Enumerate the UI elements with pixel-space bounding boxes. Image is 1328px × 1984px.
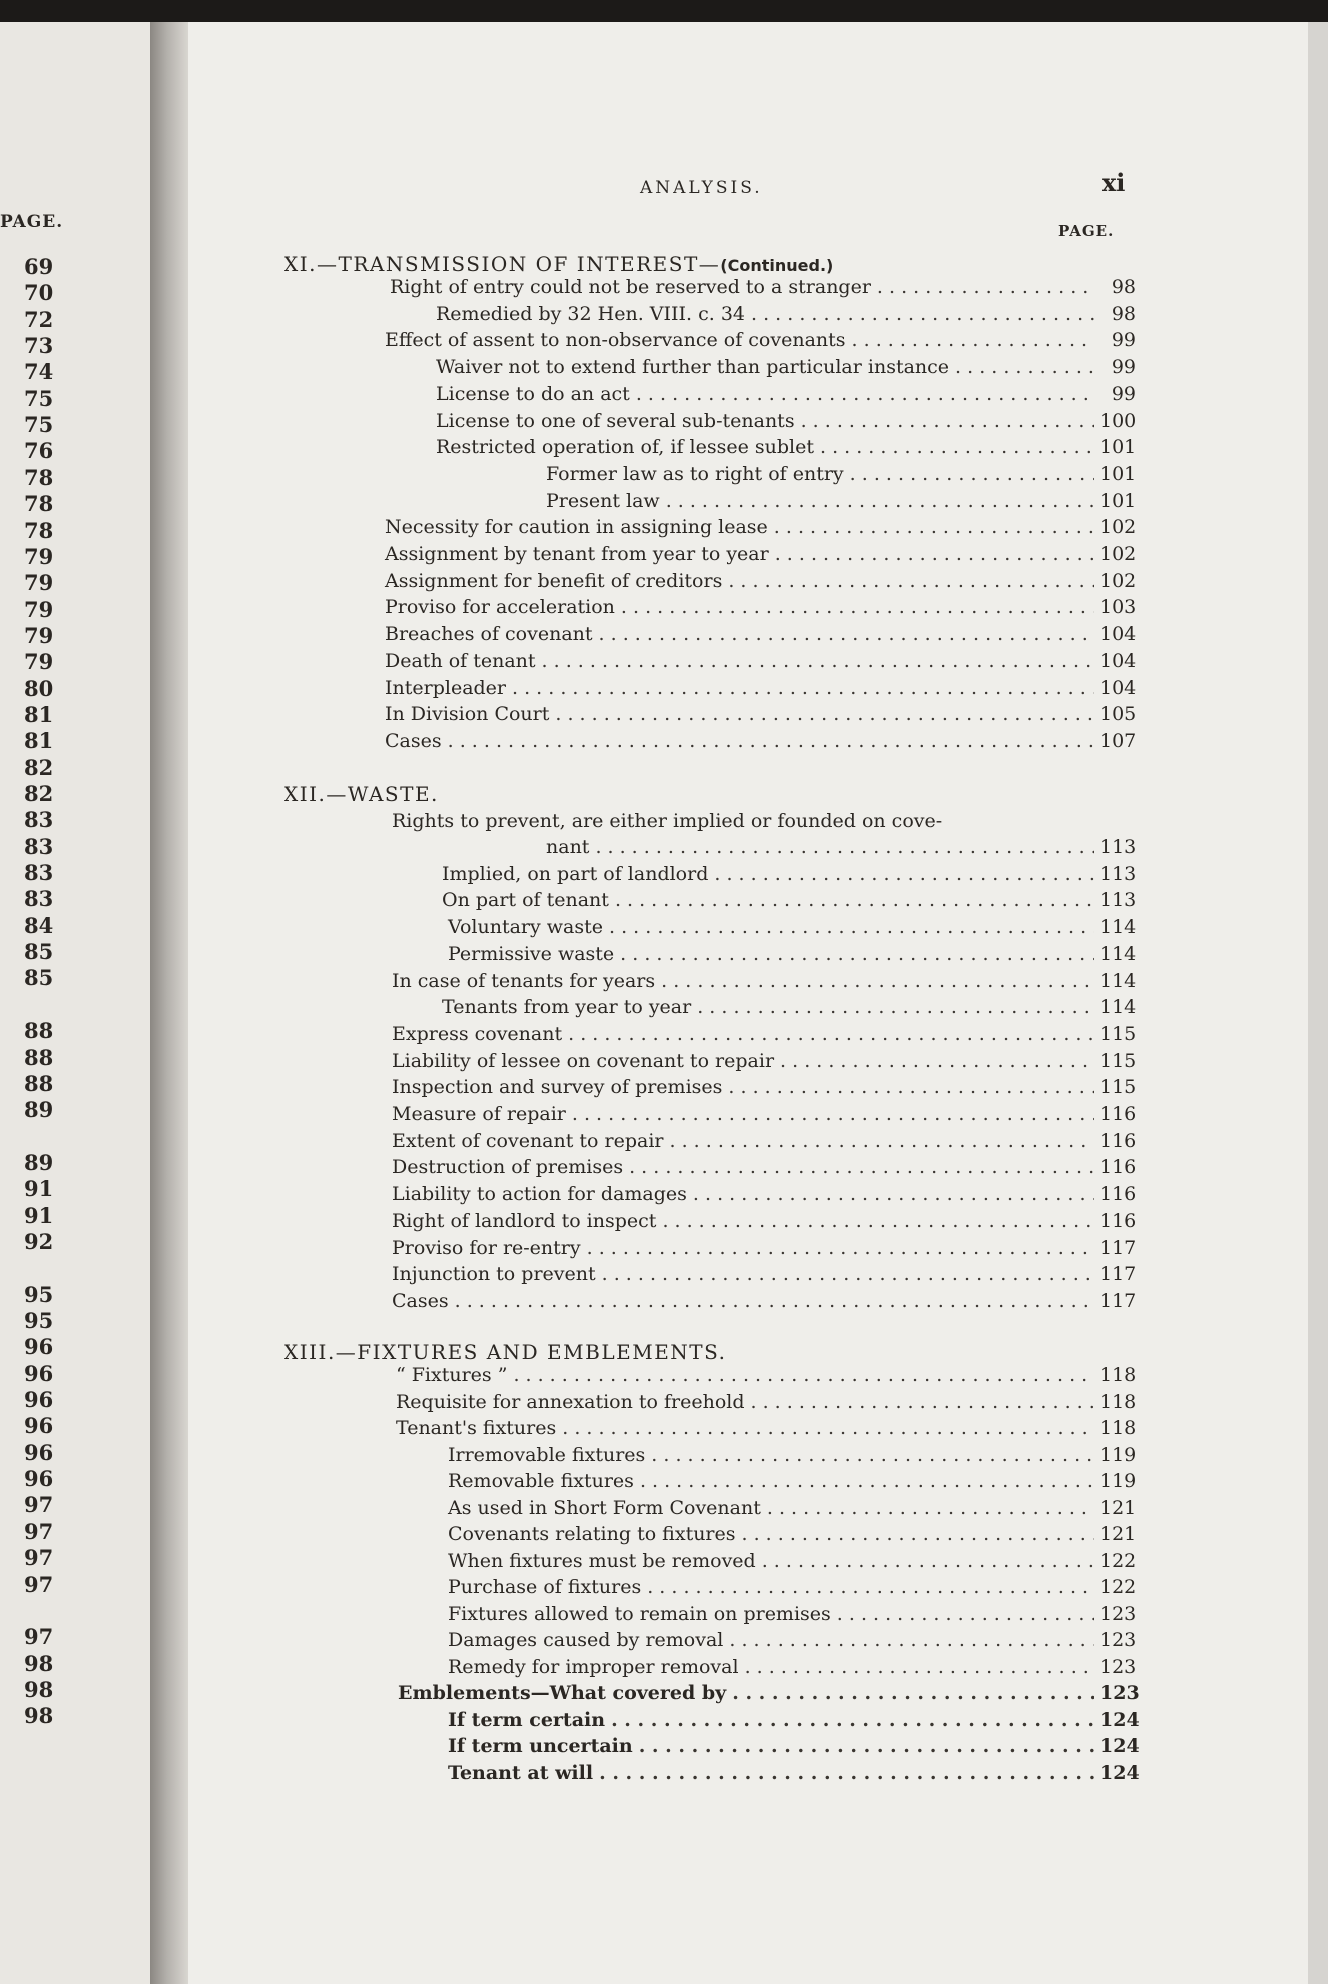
- dot-leader: [666, 490, 1094, 512]
- dot-leader: [801, 410, 1094, 432]
- left-page-number: 83: [24, 860, 54, 886]
- toc-entry-text: Remedy for improper removal: [448, 1655, 739, 1678]
- dot-leader: [693, 1183, 1094, 1205]
- toc-entry-page: 117: [1100, 1263, 1137, 1286]
- toc-entry-text: Covenants relating to fixtures: [448, 1523, 736, 1545]
- toc-entry-page: 104: [1100, 623, 1137, 646]
- dot-leader: [542, 650, 1094, 672]
- dot-leader: [647, 1576, 1094, 1598]
- toc-entry-page: 122: [1100, 1576, 1137, 1598]
- toc-entry-page: 101: [1100, 489, 1137, 512]
- left-page-number: 73: [24, 333, 54, 359]
- dot-leader: [572, 1103, 1094, 1125]
- toc-entry-text: License to one of several sub-tenants: [436, 409, 795, 432]
- left-page-number: 96: [24, 1466, 54, 1492]
- left-page-number: 82: [24, 754, 54, 780]
- toc-entry: [436, 383, 1136, 409]
- toc-entry: [546, 836, 1136, 862]
- toc-entry: [436, 436, 1136, 462]
- toc-entry-page: 101: [1100, 462, 1137, 485]
- dot-leader: [670, 1130, 1094, 1152]
- left-page-number: 91: [24, 1176, 54, 1202]
- toc-entry-text: License to do an act: [436, 382, 630, 405]
- left-page-number: 88: [24, 1018, 54, 1044]
- left-page-header: PAGE.: [0, 212, 64, 232]
- toc-entry-page: 105: [1100, 703, 1137, 726]
- left-page-number: 78: [24, 517, 54, 543]
- dot-leader: [661, 970, 1094, 992]
- toc-entry-page: 113: [1100, 862, 1137, 885]
- left-page-number: 96: [24, 1387, 54, 1413]
- left-page-number: 83: [24, 886, 54, 912]
- toc-entry-text: Removable fixtures: [448, 1470, 634, 1492]
- left-page-number: 97: [24, 1518, 54, 1544]
- toc-entry-page: 124: [1100, 1708, 1140, 1731]
- toc-entry: [448, 1523, 1136, 1549]
- toc-entry-page: 113: [1100, 836, 1137, 858]
- left-page-number: 85: [24, 939, 54, 965]
- toc-entry-text: Tenant at will: [448, 1761, 594, 1784]
- toc-entry: [448, 1576, 1136, 1602]
- toc-entry-page: 102: [1100, 516, 1137, 539]
- left-page-number: 76: [24, 438, 54, 464]
- toc-entry-page: 99: [1111, 329, 1136, 352]
- toc-entry-page: 114: [1100, 969, 1137, 992]
- left-page-number: 79: [24, 622, 54, 648]
- toc-entry: [448, 943, 1136, 969]
- dot-leader: [512, 677, 1094, 699]
- toc-entry: [385, 730, 1136, 756]
- toc-entry: [385, 596, 1136, 622]
- toc-entry: [448, 1761, 1140, 1788]
- dot-leader: [620, 943, 1094, 965]
- left-page-number: 69: [24, 254, 54, 279]
- left-page-number: 89: [24, 1149, 54, 1175]
- toc-entry-page: 118: [1100, 1417, 1137, 1439]
- toc-entry-text: Effect of assent to non-observance of covenants: [385, 329, 846, 352]
- dot-leader: [742, 1523, 1094, 1545]
- dot-leader: [611, 1709, 1094, 1731]
- toc-entry-page: 117: [1100, 1289, 1137, 1312]
- toc-entry-page: 104: [1100, 649, 1137, 672]
- dot-leader: [568, 1023, 1094, 1045]
- toc-entry: [392, 1050, 1136, 1076]
- toc-entry-text: Extent of covenant to repair: [392, 1129, 664, 1152]
- toc-entry: [398, 1682, 1140, 1708]
- toc-entry-text: Proviso for re-entry: [392, 1236, 581, 1259]
- toc-entry-text: Remedied by 32 Hen. VIII. c. 34: [436, 302, 745, 325]
- toc-entry-text: Destruction of premises: [392, 1156, 624, 1179]
- dot-leader: [555, 703, 1094, 725]
- toc-entry-page: 116: [1100, 1156, 1137, 1179]
- dot-leader: [662, 1210, 1094, 1232]
- toc-entry-page: 124: [1100, 1735, 1140, 1757]
- toc-entry: [392, 1237, 1136, 1263]
- toc-entry-page: 123: [1100, 1655, 1137, 1678]
- toc-entry-page: 116: [1100, 1129, 1137, 1152]
- toc-entry-page: 114: [1100, 942, 1137, 965]
- toc-entry: [442, 889, 1136, 915]
- toc-entry-page: 123: [1100, 1682, 1140, 1704]
- left-page-number: 85: [24, 965, 54, 991]
- toc-entry-page: 114: [1100, 916, 1137, 939]
- toc-entry-page: 119: [1100, 1470, 1137, 1492]
- toc-entry-page: 118: [1100, 1364, 1137, 1386]
- left-page-number: 95: [24, 1308, 54, 1333]
- left-page: [0, 22, 150, 1984]
- left-page-number: 83: [24, 807, 54, 833]
- left-page-number: 78: [24, 464, 54, 490]
- toc-entry: [392, 1023, 1136, 1049]
- toc-entry: [448, 1708, 1140, 1735]
- toc-entry-page: 116: [1100, 1209, 1137, 1232]
- toc-entry: [546, 490, 1136, 516]
- toc-entry-text: Damages caused by removal: [448, 1629, 724, 1651]
- left-page-number: 97: [24, 1545, 54, 1571]
- left-page-number: 95: [24, 1281, 54, 1307]
- toc-entry-text: Permissive waste: [448, 942, 615, 965]
- toc-entry-page: 123: [1100, 1629, 1137, 1651]
- dot-leader: [629, 1156, 1094, 1178]
- dot-leader: [714, 863, 1094, 885]
- dot-leader: [651, 1444, 1094, 1466]
- toc-entry-text: Emblements—What covered by: [398, 1682, 727, 1704]
- dot-leader: [728, 1076, 1094, 1098]
- toc-entry-page: 123: [1100, 1602, 1137, 1625]
- toc-entry-text: Cases: [392, 1289, 449, 1312]
- dot-leader: [455, 1290, 1094, 1312]
- toc-entry-page: 117: [1100, 1236, 1137, 1259]
- section-xii-title: XII.—WASTE.: [284, 782, 439, 806]
- left-page-number: 98: [24, 1703, 54, 1729]
- section-xii-lead-line: Rights to prevent, are either implied or founded on cove-: [392, 810, 943, 832]
- dot-leader: [602, 1263, 1094, 1285]
- left-page-number: 98: [24, 1650, 54, 1676]
- section-xiii-title: XIII.—FIXTURES AND EMBLEMENTS.: [284, 1340, 727, 1364]
- dot-leader: [640, 1470, 1094, 1492]
- dot-leader: [745, 1656, 1094, 1678]
- left-page-number: 79: [24, 570, 54, 596]
- toc-entry-text: On part of tenant: [442, 889, 609, 912]
- left-page-number: 91: [24, 1202, 54, 1228]
- toc-entry-text: Breaches of covenant: [385, 623, 593, 646]
- toc-entry-text: Cases: [385, 729, 442, 752]
- left-page-number: 80: [24, 675, 54, 701]
- toc-entry: [392, 970, 1136, 996]
- left-page-number: 96: [24, 1360, 54, 1386]
- left-page-number: 75: [24, 385, 54, 411]
- dot-leader: [621, 596, 1094, 618]
- dot-leader: [599, 1762, 1094, 1784]
- toc-entry-page: 104: [1100, 676, 1137, 699]
- toc-entry-page: 114: [1100, 996, 1137, 1019]
- dot-leader: [767, 1497, 1094, 1519]
- dot-leader: [837, 1603, 1094, 1625]
- toc-entry-page: 102: [1100, 569, 1137, 592]
- toc-entry: [448, 1444, 1136, 1470]
- toc-entry-text: Irremovable fixtures: [448, 1443, 646, 1466]
- toc-entry-text: As used in Short Form Covenant: [448, 1496, 761, 1519]
- toc-entry-text: nant: [546, 836, 590, 858]
- toc-entry: [436, 356, 1136, 382]
- toc-entry: [392, 1103, 1136, 1129]
- toc-entry-text: Implied, on part of landlord: [442, 862, 709, 885]
- dot-leader: [732, 1682, 1094, 1704]
- toc-entry-page: 115: [1100, 1022, 1137, 1045]
- scan-top-edge: [0, 0, 1328, 22]
- section-xi-title: [284, 252, 833, 276]
- toc-entry-page: 121: [1100, 1523, 1137, 1545]
- toc-entry: [396, 1364, 1136, 1390]
- toc-entry: [448, 1550, 1136, 1576]
- toc-entry-text: Liability of lessee on covenant to repair: [392, 1049, 775, 1072]
- toc-entry-text: In Division Court: [385, 703, 550, 726]
- dot-leader: [850, 463, 1094, 485]
- left-page-number: 70: [24, 280, 54, 306]
- toc-entry: [385, 516, 1136, 542]
- dot-leader: [774, 516, 1094, 538]
- toc-entry: [392, 1130, 1136, 1156]
- left-page-number: 81: [24, 701, 54, 727]
- toc-entry: [385, 570, 1136, 596]
- toc-entry: [390, 276, 1136, 302]
- left-page-number: 89: [24, 1097, 54, 1123]
- left-page-number: 79: [24, 543, 54, 569]
- toc-entry-text: Necessity for caution in assigning lease: [385, 516, 768, 539]
- toc-entry: [385, 703, 1136, 729]
- toc-entry: [385, 677, 1136, 703]
- toc-entry-text: Death of tenant: [385, 649, 536, 672]
- toc-entry-text: Assignment for benefit of creditors: [385, 569, 723, 592]
- dot-leader: [775, 543, 1094, 565]
- toc-entry-text: Express covenant: [392, 1022, 563, 1045]
- toc-entry: [392, 1183, 1136, 1209]
- dot-leader: [762, 1550, 1094, 1572]
- left-page-number: 96: [24, 1413, 54, 1439]
- dot-leader: [636, 383, 1094, 405]
- toc-entry-text: Present law: [546, 489, 660, 512]
- left-page-number: 88: [24, 1070, 54, 1096]
- dot-leader: [562, 1417, 1094, 1439]
- toc-entry: [392, 1210, 1136, 1236]
- dot-leader: [595, 836, 1094, 858]
- toc-entry-text: Waiver not to extend further than particular instance: [436, 356, 950, 379]
- toc-entry-page: 102: [1100, 543, 1137, 565]
- left-page-number: 96: [24, 1439, 54, 1465]
- left-page-number: 97: [24, 1571, 54, 1597]
- toc-entry: [448, 1735, 1140, 1761]
- toc-entry-text: Fixtures allowed to remain on premises: [448, 1602, 831, 1625]
- left-page-number: 84: [24, 912, 54, 938]
- dot-leader: [513, 1364, 1094, 1386]
- page-column-header: PAGE.: [1058, 222, 1115, 240]
- left-page-number: 74: [24, 359, 54, 385]
- left-page-number: 81: [24, 728, 54, 754]
- left-page-number: 96: [24, 1334, 54, 1360]
- dot-leader: [820, 436, 1094, 458]
- toc-entry-page: 98: [1111, 276, 1136, 298]
- left-page-number: 88: [24, 1044, 54, 1070]
- dot-leader: [729, 1629, 1094, 1651]
- toc-entry-page: 113: [1100, 889, 1137, 912]
- toc-entry: [385, 623, 1136, 649]
- toc-entry: [448, 1656, 1136, 1682]
- toc-entry: [442, 996, 1136, 1022]
- dot-leader: [751, 303, 1094, 325]
- toc-entry: [448, 1470, 1136, 1496]
- dot-leader: [615, 889, 1094, 911]
- toc-entry-text: Assignment by tenant from year to year: [385, 543, 769, 565]
- toc-entry: [448, 1603, 1136, 1629]
- toc-entry-text: Interpleader: [385, 676, 507, 699]
- dot-leader: [780, 1050, 1094, 1072]
- left-page-number: 92: [24, 1228, 54, 1254]
- toc-entry-page: 116: [1100, 1183, 1137, 1206]
- page-edge: [1308, 22, 1328, 1984]
- toc-entry-page: 99: [1111, 356, 1136, 379]
- dot-leader: [599, 623, 1094, 645]
- toc-entry-text: Inspection and survey of premises: [392, 1076, 723, 1099]
- dot-leader: [877, 276, 1094, 298]
- toc-entry-text: Measure of repair: [392, 1103, 566, 1125]
- toc-entry-text: In case of tenants for years: [392, 969, 656, 992]
- toc-entry-text: Liability to action for damages: [392, 1183, 687, 1206]
- running-head: ANALYSIS.: [640, 178, 763, 198]
- left-page-number: 79: [24, 596, 54, 622]
- toc-entry: [392, 1076, 1136, 1102]
- toc-entry: [385, 329, 1136, 355]
- left-page-number: 79: [24, 649, 54, 675]
- dot-leader: [697, 996, 1094, 1018]
- toc-entry-page: 116: [1100, 1103, 1137, 1125]
- toc-entry-page: 99: [1111, 382, 1136, 405]
- toc-entry: [448, 1629, 1136, 1655]
- toc-entry: [392, 1156, 1136, 1182]
- toc-entry-text: Tenants from year to year: [442, 996, 692, 1019]
- toc-entry: [436, 303, 1136, 329]
- dot-leader: [728, 570, 1094, 592]
- toc-entry: [396, 1391, 1136, 1417]
- toc-entry-page: 107: [1100, 729, 1137, 752]
- toc-entry-page: 115: [1100, 1049, 1137, 1072]
- toc-entry-text: Tenant's fixtures: [396, 1417, 557, 1439]
- toc-entry-page: 101: [1100, 436, 1137, 459]
- toc-entry: [392, 1290, 1136, 1316]
- toc-entry: [448, 1497, 1136, 1523]
- toc-entry-page: 121: [1100, 1496, 1137, 1519]
- dot-leader: [852, 329, 1094, 351]
- page-folio: xi: [1102, 168, 1126, 197]
- section-title-text: XI.—TRANSMISSION OF INTEREST—: [284, 252, 721, 276]
- toc-entry-text: Former law as to right of entry: [546, 462, 844, 485]
- left-page-number: 78: [24, 491, 54, 517]
- left-page-number: 72: [24, 306, 54, 332]
- toc-entry-text: Voluntary waste: [448, 916, 604, 939]
- left-page-number: 98: [24, 1676, 54, 1702]
- left-page-number: 75: [24, 412, 54, 438]
- toc-entry-page: 98: [1111, 302, 1136, 325]
- toc-entry: [442, 863, 1136, 889]
- toc-entry: [392, 1263, 1136, 1289]
- toc-entry-text: “ Fixtures ”: [396, 1364, 508, 1386]
- toc-entry-text: Right of landlord to inspect: [392, 1209, 657, 1232]
- toc-entry: [396, 1417, 1136, 1443]
- toc-entry: [385, 543, 1136, 569]
- toc-entry-text: Requisite for annexation to freehold: [396, 1390, 745, 1413]
- left-page-number: 97: [24, 1624, 54, 1650]
- toc-entry-text: Restricted operation of, if lessee sublet: [436, 436, 814, 459]
- toc-entry-text: If term certain: [448, 1708, 606, 1731]
- dot-leader: [448, 730, 1094, 752]
- toc-entry-text: Injunction to prevent: [392, 1263, 596, 1286]
- dot-leader: [955, 356, 1094, 378]
- book-gutter: [150, 22, 188, 1984]
- dot-leader: [639, 1735, 1094, 1757]
- toc-entry: [546, 463, 1136, 489]
- left-page-number: 97: [24, 1492, 54, 1518]
- toc-entry-page: 122: [1100, 1549, 1137, 1572]
- dot-leader: [609, 916, 1094, 938]
- toc-entry-text: Right of entry could not be reserved to a stranger: [390, 276, 871, 298]
- dot-leader: [587, 1237, 1094, 1259]
- toc-entry: [448, 916, 1136, 942]
- toc-entry-text: When fixtures must be removed: [448, 1549, 756, 1572]
- left-page-number: 83: [24, 833, 54, 859]
- toc-entry: [385, 650, 1136, 676]
- toc-entry: [436, 410, 1136, 436]
- toc-entry-page: 119: [1100, 1443, 1137, 1466]
- toc-entry-page: 103: [1100, 596, 1137, 619]
- left-page-number: 82: [24, 781, 54, 806]
- toc-entry-page: 118: [1100, 1390, 1137, 1413]
- toc-entry-page: 124: [1100, 1761, 1140, 1784]
- continued-label: (Continued.): [720, 256, 834, 275]
- toc-entry-text: If term uncertain: [448, 1735, 633, 1757]
- dot-leader: [751, 1391, 1094, 1413]
- toc-entry-text: Proviso for acceleration: [385, 596, 615, 619]
- toc-entry-text: Purchase of fixtures: [448, 1576, 642, 1598]
- toc-entry-page: 100: [1100, 409, 1137, 432]
- toc-entry-page: 115: [1100, 1076, 1137, 1099]
